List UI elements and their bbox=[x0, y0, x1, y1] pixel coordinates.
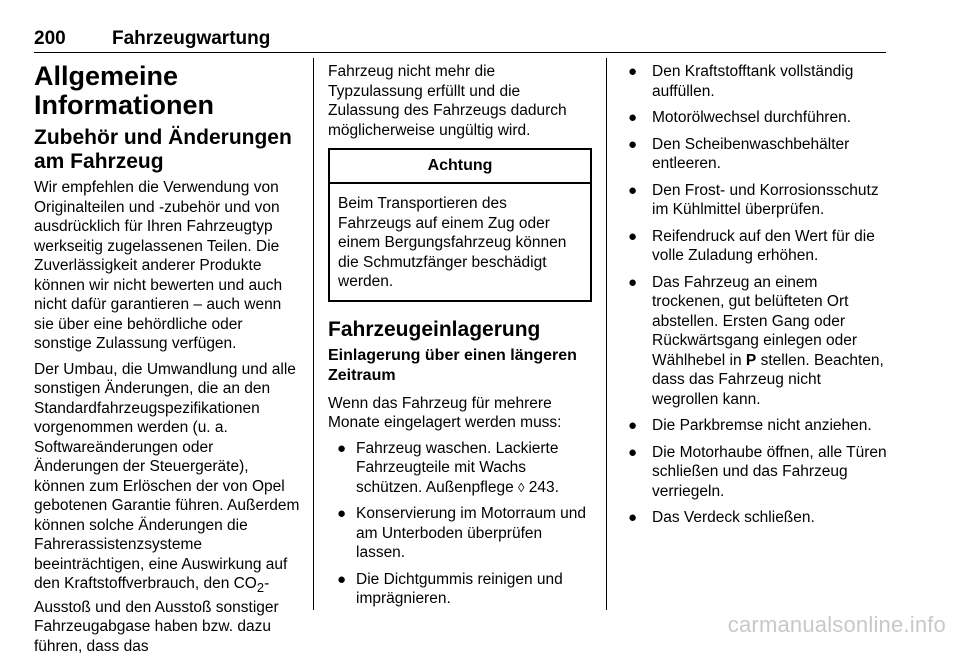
bullet-icon: ● bbox=[628, 109, 638, 126]
column-3 bbox=[628, 62, 890, 535]
bullet-icon: ● bbox=[628, 63, 638, 80]
list-item bbox=[628, 273, 890, 410]
warning-title: Achtung bbox=[330, 150, 590, 184]
storage-list-b bbox=[628, 62, 890, 528]
list-item bbox=[628, 108, 890, 128]
list-item bbox=[628, 443, 890, 502]
bullet-icon: ● bbox=[337, 505, 347, 522]
paragraph-original-parts: Wir empfehlen die Verwendung von Originalteilen und -zubehör und von ausdrücklich für Ihren Fahrzeugtyp werkseitig zugelassenen Teilen. Die Zuverlässigkeit anderer Produkte können wir nicht bewerten und auch nicht dafür garantieren – auch wenn sie über eine behördliche oder sonstige Zulassung verfügen. bbox=[34, 179, 283, 352]
subheading-long-storage: Einlagerung über einen längeren Zeitraum bbox=[328, 346, 577, 384]
section-title: Fahrzeugwartung bbox=[112, 28, 271, 49]
subheading-accessories: Zubehör und Änderungen am Fahrzeug bbox=[34, 126, 292, 173]
main-heading: Allgemeine Informationen bbox=[34, 61, 214, 120]
modifications-text-a: Der Umbau, die Umwandlung und alle sonstigen Änderungen, die an den Standardfahrzeugspezifikationen vorgenommen werden (u. a. Softwareänderungen oder Änderungen der Steuergeräte), können zum Erlöschen der von Opel gebotenen Garantie führen. Außerdem können solche Änderungen die Fahrerassistenzsysteme beeinträchtigen, eine Auswirkung auf den Kraftstoffverbrauch, den CO bbox=[34, 360, 300, 592]
subheading-storage: Fahrzeugeinlagerung bbox=[328, 317, 541, 341]
list-item-text: Die Motorhaube öffnen, alle Türen schließen und das Fahrzeug verriegeln. bbox=[652, 443, 887, 500]
list-item bbox=[328, 570, 592, 609]
list-item bbox=[628, 508, 890, 528]
bullet-icon: ● bbox=[628, 181, 638, 199]
bullet-icon: ● bbox=[628, 417, 638, 434]
list-item bbox=[328, 504, 592, 563]
list-item bbox=[628, 135, 890, 174]
bullet-icon: ● bbox=[628, 227, 638, 245]
modifications-text-b: -Ausstoß und den Ausstoß sonstiger Fahrzeugabgase haben bzw. dazu führen, dass das bbox=[34, 575, 279, 655]
paragraph-modifications bbox=[34, 360, 300, 657]
list-item bbox=[328, 439, 592, 498]
warning-box bbox=[328, 148, 592, 302]
list-item-text: Das Fahrzeug an einem trockenen, gut belüfteten Ort abstellen. Ersten Gang oder Rückwärtsgang einlegen oder Wählhebel in bbox=[652, 273, 858, 369]
list-item-text: Die Dichtgummis reinigen und imprägnieren. bbox=[356, 570, 563, 607]
list-item-text: Fahrzeug waschen. Lackierte Fahrzeugteile mit Wachs schützen. Außenpflege bbox=[356, 439, 559, 496]
list-item-text: Den Frost- und Korrosionsschutz im Kühlmittel überprüfen. bbox=[652, 181, 879, 218]
list-item-text: Das Verdeck schließen. bbox=[652, 509, 815, 526]
list-item-text: Konservierung im Motorraum und am Unterboden überprüfen lassen. bbox=[356, 505, 587, 561]
paragraph-continued: Fahrzeug nicht mehr die Typzulassung erfüllt und die Zulassung des Fahrzeugs dadurch möglicherweise ungültig wird. bbox=[328, 63, 567, 139]
list-item-text: Reifendruck auf den Wert für die volle Zuladung erhöhen. bbox=[652, 227, 875, 264]
bullet-icon: ● bbox=[628, 509, 638, 526]
page-number: 200 bbox=[34, 28, 66, 49]
list-item bbox=[628, 227, 890, 266]
column-divider-1 bbox=[313, 58, 314, 610]
list-item-text: Den Scheibenwaschbehälter entleeren. bbox=[652, 135, 850, 172]
bullet-icon: ● bbox=[337, 439, 347, 457]
column-2 bbox=[328, 62, 592, 616]
gear-p-label: P bbox=[745, 351, 757, 369]
bullet-icon: ● bbox=[337, 570, 347, 588]
list-item-text: Die Parkbremse nicht anziehen. bbox=[652, 417, 872, 434]
page-reference-icon: ◊ bbox=[518, 479, 525, 495]
storage-list-a bbox=[328, 439, 592, 609]
list-item bbox=[628, 62, 890, 101]
watermark: carmanualsonline.info bbox=[727, 612, 946, 637]
list-item-text: Motorölwechsel durchführen. bbox=[652, 109, 852, 126]
list-item-text: stellen. Beachten, dass das Fahrzeug nicht wegrollen kann. bbox=[652, 351, 884, 408]
warning-text: Beim Transportieren des Fahrzeugs auf einem Zug oder einem Bergungsfahrzeug können die Schmutzfänger beschädigt werden. bbox=[338, 195, 567, 290]
column-1 bbox=[34, 62, 300, 662]
list-item bbox=[628, 181, 890, 220]
header-divider bbox=[34, 52, 886, 53]
page-reference-link[interactable]: 243. bbox=[528, 478, 559, 496]
storage-intro: Wenn das Fahrzeug für mehrere Monate eingelagert werden muss: bbox=[328, 394, 562, 431]
bullet-icon: ● bbox=[628, 273, 638, 291]
page-header bbox=[34, 28, 886, 50]
bullet-icon: ● bbox=[628, 443, 638, 461]
column-divider-2 bbox=[606, 58, 607, 610]
list-item-text: Den Kraftstofftank vollständig auffüllen. bbox=[652, 63, 854, 100]
bullet-icon: ● bbox=[628, 135, 638, 153]
list-item bbox=[628, 416, 890, 436]
co2-subscript: 2 bbox=[256, 580, 265, 596]
